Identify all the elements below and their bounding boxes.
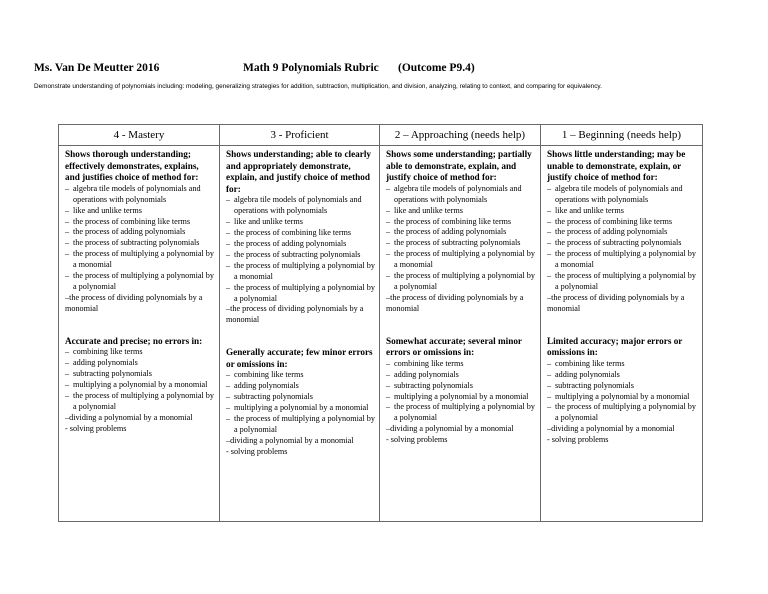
criterion-text: the process of multiplying a polynomial by a monomial [73, 249, 214, 270]
criterion-item [386, 184, 536, 206]
dash-bullet: – [65, 249, 70, 259]
dash-bullet: – [547, 369, 552, 379]
criterion-item [65, 424, 215, 435]
criterion-text: the process of adding polynomials [73, 227, 186, 237]
criterion-item [386, 227, 536, 238]
criterion-text: the process of combining like terms [555, 216, 673, 226]
criterion-text: algebra tile models of polynomials and operations with polynomials [555, 183, 683, 204]
criterion-text: –the process of dividing polynomials by a monomial [65, 292, 203, 313]
dash-bullet: – [547, 216, 552, 226]
criterion-text: the process of multiplying a polynomial by a polynomial [555, 271, 696, 291]
criterion-item [65, 369, 215, 380]
dash-bullet: – [547, 402, 552, 412]
understanding-heading: Shows thorough understanding; effectively demonstrates, explains, and justifies choice of method for: [65, 149, 199, 183]
criterion-item [65, 227, 215, 238]
understanding-heading: Shows some understanding; partially able to demonstrate, explain, and justify choice of method for: [386, 149, 532, 183]
criterion-text: subtracting polynomials [234, 392, 313, 402]
dash-bullet: – [547, 358, 552, 368]
criterion-item [547, 249, 698, 271]
dash-bullet: – [226, 392, 231, 402]
criterion-text: the process of multiplying a polynomial by a polynomial [73, 271, 214, 291]
dash-bullet: – [547, 227, 552, 237]
criterion-item [65, 293, 215, 315]
criterion-text: adding polynomials [73, 358, 138, 368]
criterion-item [226, 283, 375, 305]
criterion-text: combining like terms [555, 358, 625, 368]
criterion-item [226, 381, 375, 392]
criterion-item [65, 249, 215, 271]
dash-bullet: – [65, 369, 70, 379]
level-2-cell [380, 146, 541, 522]
criterion-item [547, 206, 698, 217]
dash-bullet: – [65, 379, 70, 389]
dash-bullet: – [226, 370, 231, 380]
criterion-text: the process of combining like terms [73, 216, 191, 226]
criterion-item [547, 227, 698, 238]
rubric-title: Math 9 Polynomials Rubric [243, 62, 379, 74]
document-header [34, 62, 734, 76]
dash-bullet: – [226, 260, 231, 270]
dash-bullet: – [226, 239, 231, 248]
dash-bullet: – [386, 238, 391, 248]
criterion-text: –dividing a polynomial by a monomial [65, 412, 193, 422]
dash-bullet: – [386, 183, 391, 193]
criterion-item [386, 238, 536, 249]
criterion-text: like and unlike terms [394, 205, 463, 215]
dash-bullet: – [65, 390, 70, 400]
criterion-item [226, 261, 375, 283]
understanding-heading: Shows little understanding; may be unable to demonstrate, explain, or justify choice of method for: [547, 149, 686, 183]
criterion-item [386, 381, 536, 392]
dash-bullet: – [386, 271, 391, 281]
criterion-text: the process of multiplying a polynomial by a polynomial [234, 414, 375, 434]
dash-bullet: – [386, 380, 391, 390]
dash-bullet: – [547, 271, 552, 281]
dash-bullet: – [65, 183, 70, 193]
criterion-text: multiplying a polynomial by a monomial [73, 379, 208, 389]
criterion-text: algebra tile models of polynomials and operations with polynomials [234, 195, 362, 216]
dash-bullet: – [386, 216, 391, 226]
rubric-table [58, 124, 703, 522]
accuracy-heading: Generally accurate; few minor errors or omissions in: [226, 347, 373, 369]
criterion-text: the process of multiplying a polynomial by a monomial [555, 249, 696, 270]
criterion-text: the process of subtracting polynomials [555, 238, 682, 248]
criterion-item [547, 424, 698, 435]
dash-bullet: – [65, 216, 70, 226]
criterion-item [65, 206, 215, 217]
criterion-text: –the process of dividing polynomials by a monomial [386, 292, 524, 313]
criterion-text: adding polynomials [234, 381, 299, 391]
level-4-header: 4 - Mastery [59, 125, 220, 146]
intro-text: Demonstrate understanding of polynomials including: modeling, generalizing strategies for addition, subtraction, multiplication, and division, analyzing, relating to context, and comparing for equivalency. [34, 83, 602, 90]
level-1-cell [541, 146, 703, 522]
criterion-item [547, 359, 698, 370]
dash-bullet: – [226, 381, 231, 391]
dash-bullet: – [386, 358, 391, 368]
dash-bullet: – [547, 380, 552, 390]
dash-bullet: – [547, 205, 552, 215]
criterion-item [547, 392, 698, 403]
criterion-text: the process of adding polynomials [394, 227, 507, 237]
criterion-text: - solving problems [226, 446, 288, 456]
dash-bullet: – [386, 205, 391, 215]
dash-bullet: – [226, 217, 231, 227]
criterion-text: like and unlike terms [73, 205, 142, 215]
dash-bullet: – [547, 391, 552, 401]
criterion-item [547, 217, 698, 228]
criterion-text: multiplying a polynomial by a monomial [234, 403, 369, 413]
criterion-item [386, 402, 536, 424]
outcome-code: (Outcome P9.4) [398, 62, 475, 74]
dash-bullet: – [65, 347, 70, 357]
criterion-item [386, 217, 536, 228]
criterion-item [65, 271, 215, 293]
dash-bullet: – [65, 238, 70, 248]
criterion-text: like and unlike terms [555, 205, 624, 215]
criterion-item [65, 358, 215, 369]
header-row [59, 125, 703, 146]
criterion-text: the process of multiplying a polynomial by a polynomial [394, 402, 535, 423]
dash-bullet: – [226, 403, 231, 413]
criterion-text: –the process of dividing polynomials by a monomial [226, 304, 364, 325]
criterion-item [386, 392, 536, 403]
dash-bullet: – [386, 369, 391, 379]
dash-bullet: – [547, 249, 552, 259]
criterion-item [65, 184, 215, 206]
criterion-text: multiplying a polynomial by a monomial [394, 391, 529, 401]
criterion-text: - solving problems [386, 435, 448, 445]
criterion-text: the process of subtracting polynomials [394, 238, 521, 248]
criterion-item [547, 402, 698, 424]
criterion-text: the process of subtracting polynomials [234, 249, 361, 259]
level-2-header: 2 – Approaching (needs help) [380, 125, 541, 146]
criterion-item [226, 195, 375, 217]
criterion-text: the process of multiplying a polynomial by a polynomial [73, 390, 214, 411]
level-3-header: 3 - Proficient [220, 125, 380, 146]
criterion-text: adding polynomials [394, 369, 459, 379]
criterion-item [226, 217, 375, 228]
criterion-item [226, 304, 375, 326]
criterion-text: –dividing a polynomial by a monomial [226, 435, 354, 445]
level-1-header: 1 – Beginning (needs help) [541, 125, 703, 146]
criterion-item [226, 250, 375, 261]
criterion-item [226, 239, 375, 250]
criterion-item [386, 271, 536, 293]
criterion-item [226, 447, 375, 458]
criterion-text: combining like terms [73, 347, 143, 357]
criterion-item [65, 413, 215, 424]
criterion-text: the process of combining like terms [394, 216, 512, 226]
criterion-item [547, 184, 698, 206]
criterion-item [386, 435, 536, 446]
criterion-text: subtracting polynomials [73, 369, 152, 379]
criteria-row [59, 146, 703, 522]
dash-bullet: – [386, 249, 391, 259]
criterion-item [547, 370, 698, 381]
level-3-cell [220, 146, 380, 522]
accuracy-heading: Somewhat accurate; several minor errors or omissions in: [386, 335, 522, 358]
criterion-text: the process of adding polynomials [555, 227, 668, 237]
criterion-item [386, 249, 536, 271]
author-name: Ms. Van De Meutter 2016 [34, 62, 160, 74]
criterion-text: the process of adding polynomials [234, 239, 347, 248]
criterion-text: –the process of dividing polynomials by a monomial [547, 292, 685, 313]
dash-bullet: – [386, 402, 391, 412]
criterion-item [226, 414, 375, 436]
criterion-text: adding polynomials [555, 369, 620, 379]
criterion-text: the process of multiplying a polynomial by a polynomial [394, 271, 535, 291]
dash-bullet: – [226, 414, 231, 424]
criterion-item [226, 228, 375, 239]
criterion-item [226, 370, 375, 381]
criterion-text: the process of multiplying a polynomial by a polynomial [555, 402, 696, 423]
criterion-item [65, 347, 215, 358]
dash-bullet: – [226, 228, 231, 238]
criterion-text: algebra tile models of polynomials and operations with polynomials [394, 183, 522, 204]
criterion-text: like and unlike terms [234, 217, 303, 227]
dash-bullet: – [386, 391, 391, 401]
criterion-item [547, 435, 698, 446]
criterion-item [547, 271, 698, 293]
criterion-item [226, 436, 375, 447]
criterion-text: –dividing a polynomial by a monomial [386, 424, 514, 434]
dash-bullet: – [547, 183, 552, 193]
criterion-item [386, 424, 536, 435]
criterion-text: - solving problems [547, 435, 609, 445]
accuracy-heading: Accurate and precise; no errors in: [65, 335, 203, 346]
criterion-text: the process of subtracting polynomials [73, 238, 200, 248]
dash-bullet: – [226, 195, 231, 205]
criterion-item [65, 238, 215, 249]
dash-bullet: – [547, 238, 552, 248]
criterion-text: the process of multiplying a polynomial by a monomial [234, 260, 375, 281]
criterion-text: subtracting polynomials [394, 380, 473, 390]
criterion-text: combining like terms [234, 370, 304, 380]
criterion-item [226, 392, 375, 403]
dash-bullet: – [65, 227, 70, 237]
level-4-cell [59, 146, 220, 522]
criterion-item [226, 403, 375, 414]
criterion-text: - solving problems [65, 423, 127, 433]
criterion-item [386, 359, 536, 370]
criterion-item [386, 293, 536, 315]
dash-bullet: – [65, 205, 70, 215]
criterion-text: –dividing a polynomial by a monomial [547, 424, 675, 434]
criterion-item [65, 391, 215, 413]
criterion-item [547, 238, 698, 249]
accuracy-heading: Limited accuracy; major errors or omissions in: [547, 335, 683, 358]
criterion-text: combining like terms [394, 358, 464, 368]
criterion-text: the process of combining like terms [234, 228, 352, 238]
dash-bullet: – [226, 249, 231, 259]
understanding-heading: Shows understanding; able to clearly and appropriately demonstrate, explain, and justify choice of method for: [226, 149, 371, 194]
criterion-text: the process of multiplying a polynomial by a polynomial [234, 282, 375, 303]
criterion-text: subtracting polynomials [555, 380, 634, 390]
dash-bullet: – [226, 282, 231, 292]
criterion-item [65, 217, 215, 228]
dash-bullet: – [65, 358, 70, 368]
criterion-text: multiplying a polynomial by a monomial [555, 391, 690, 401]
criterion-item [386, 206, 536, 217]
dash-bullet: – [386, 227, 391, 237]
criterion-item [65, 380, 215, 391]
criterion-item [547, 293, 698, 315]
criterion-text: algebra tile models of polynomials and operations with polynomials [73, 183, 201, 204]
dash-bullet: – [65, 271, 70, 281]
criterion-item [386, 370, 536, 381]
criterion-text: the process of multiplying a polynomial by a monomial [394, 249, 535, 270]
criterion-item [547, 381, 698, 392]
